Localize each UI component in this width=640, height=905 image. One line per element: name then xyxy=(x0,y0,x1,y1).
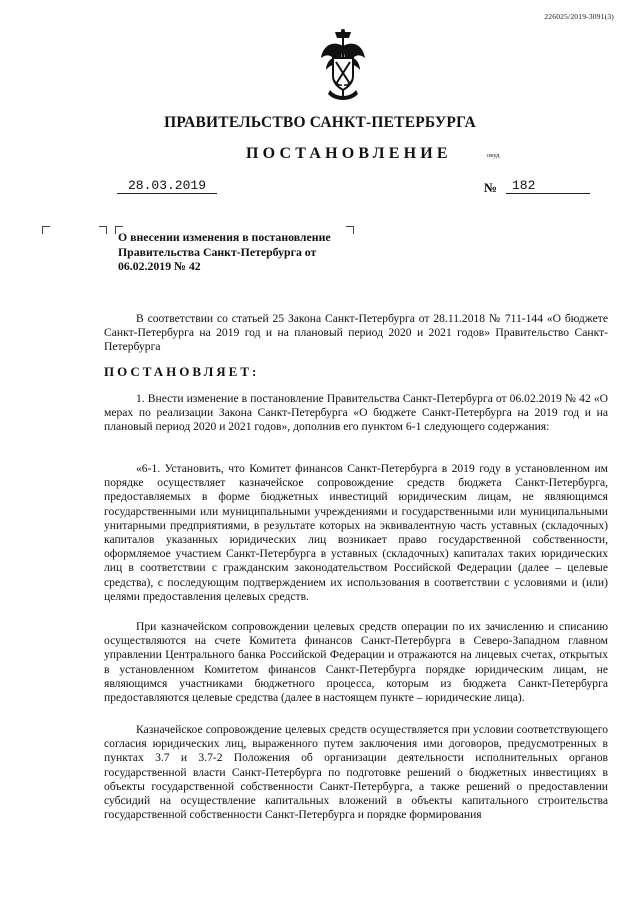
document-type-heading: ПОСТАНОВЛЕНИЕ xyxy=(246,145,452,162)
number-label: № xyxy=(484,180,498,195)
body-paragraph: При казначейском сопровождении целевых средств операции по их зачислению и списанию осуществляются на счете Комитета финансов Санкт-Петербурга в Северо-Западном главном управлении Центрального банка Российской Федерации и отражаются на лицевых счетах, открытых в установленном Комитетом финансов Санкт-Петербурга порядке юридическим лицам, не являющимся участниками бюджетного процесса, которым из бюджета Санкт-Петербурга предоставляются целевые средства (далее в настоящем пункте – юридические лица). xyxy=(104,620,608,705)
body-paragraph: Казначейское сопровождение целевых средств осуществляется при условии соответствующего согласия юридических лиц, выраженного путем заключения ими договоров, предусмотренных в пунктах 3.7 и 3.7-2 Положения об организации деятельности исполнительных органов государственной власти Санкт-Петербурга по подготовке решений о бюджетных инвестициях в объекты государственной собственности Санкт-Петербурга, а также решений о предоставлении субсидий на осуществление капитальных вложений в объекты капитального строительства государственной собственности Санкт-Петербурга и порядке формирования xyxy=(104,723,608,822)
body-paragraph: 1. Внести изменение в постановление Правительства Санкт-Петербурга от 06.02.2019 № 42 «О мерах по реализации Закона Санкт-Петербурга «О бюджете Санкт-Петербурга на 2019 год и на плановый период 2020 и 2021 годов», дополнив его пунктом 6-1 следующего содержания: xyxy=(104,392,608,434)
okud-label: окуд xyxy=(487,152,500,159)
document-registration-number: 226025/2019-3091(3) xyxy=(544,12,614,21)
coat-of-arms-emblem xyxy=(318,28,368,106)
document-date: 28.03.2019 xyxy=(117,178,217,194)
document-subject: О внесении изменения в постановление Правительства Санкт-Петербурга от 06.02.2019 № 42 xyxy=(118,230,331,273)
decree-heading: ПОСТАНОВЛЯЕТ: xyxy=(104,364,260,379)
document-number: 182 xyxy=(506,178,590,194)
body-paragraph: «6-1. Установить, что Комитет финансов Санкт-Петербурга в 2019 году в установленном им порядке осуществляет казначейское сопровождение средств бюджета Санкт-Петербурга, предоставляемых в форме бюджетных инвестиций юридическим лицам, не являющимся государственными или муниципальными учреждениями и государственными или муниципальными унитарными предприятиями, в результате которых на эквивалентную часть уставных (складочных) капиталов указанных юридических лиц возникает право государственной собственности, оформляемое участием Санкт-Петербурга в уставных (складочных) капиталах таких юридических лиц в соответствии с гражданским законодательством Российской Федерации (далее – целевые средства), с последующим подтверждением их использования в соответствии с условиями и (или) целями предоставления целевых средств. xyxy=(104,462,608,603)
margin-corner-mark xyxy=(99,226,107,234)
government-title: ПРАВИТЕЛЬСТВО САНКТ-ПЕТЕРБУРГА xyxy=(164,114,476,131)
margin-corner-mark xyxy=(42,226,50,234)
preamble-paragraph: В соответствии со статьей 25 Закона Санкт-Петербурга от 28.11.2018 № 711-144 «О бюджете Санкт-Петербурга на 2019 год и на плановый период 2020 и 2021 годов» Правительство Санкт-Петербурга xyxy=(104,312,608,354)
